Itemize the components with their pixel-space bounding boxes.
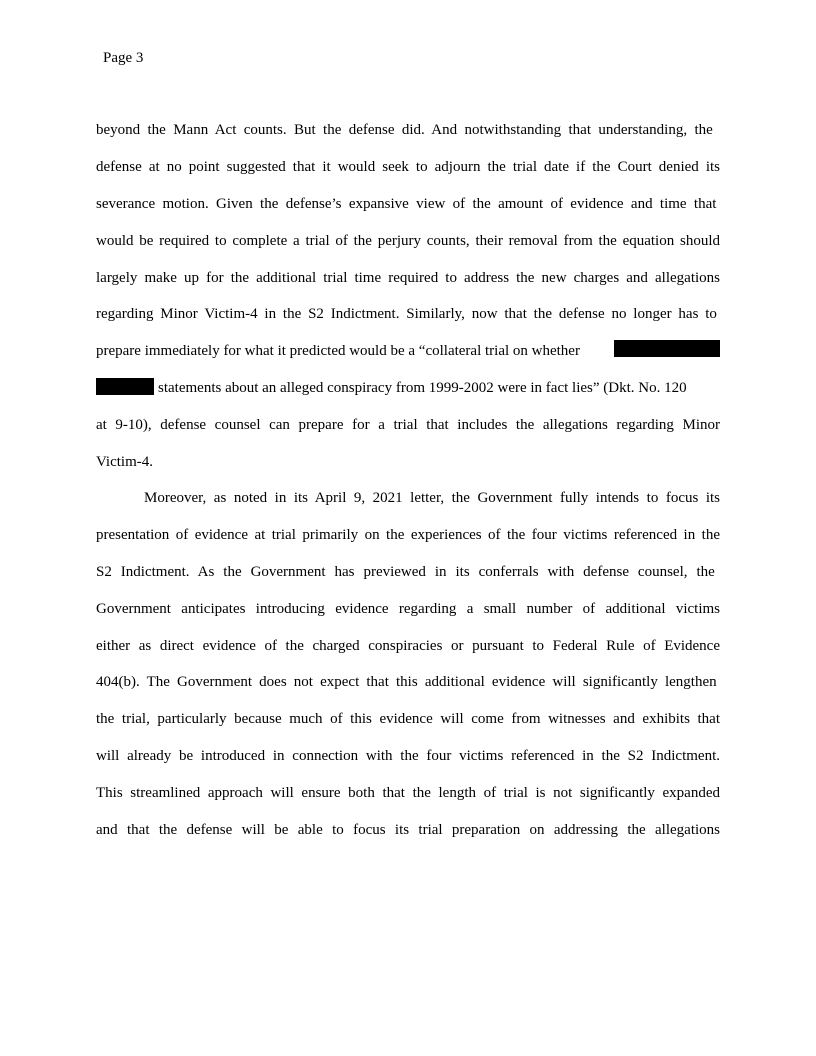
text-line: This streamlined approach will ensure both that the length of trial is not significantly expanded (96, 785, 720, 801)
text-line: beyond the Mann Act counts. But the defense did. And notwithstanding that understanding, the (96, 122, 713, 138)
page-number: Page 3 (103, 50, 144, 66)
text-line-with-redaction (96, 340, 720, 362)
text-line: 404(b). The Government does not expect that this additional evidence will significantly lengthen (96, 674, 717, 690)
text-line: and that the defense will be able to focus its trial preparation on addressing the allegations (96, 822, 720, 838)
text-line: Government anticipates introducing evidence regarding a small number of additional victims (96, 601, 720, 617)
text-line: S2 Indictment. As the Government has previewed in its conferrals with defense counsel, the (96, 564, 715, 580)
text-line: regarding Minor Victim-4 in the S2 Indictment. Similarly, now that the defense no longer has to (96, 306, 717, 322)
text-line-with-redaction (96, 377, 720, 399)
text-line: severance motion. Given the defense’s expansive view of the amount of evidence and time that (96, 196, 717, 212)
redaction-block (96, 378, 154, 395)
text-segment: prepare immediately for what it predicted would be a “collateral trial on whether (96, 343, 580, 359)
text-segment: statements about an alleged conspiracy from 1999-2002 were in fact lies” (Dkt. No. 120 (158, 380, 687, 396)
text-line: would be required to complete a trial of the perjury counts, their removal from the equation should (96, 233, 720, 249)
text-line: Moreover, as noted in its April 9, 2021 letter, the Government fully intends to focus its (144, 490, 720, 506)
text-line: defense at no point suggested that it would seek to adjourn the trial date if the Court denied its (96, 159, 720, 175)
redaction-block (614, 340, 720, 357)
text-line: either as direct evidence of the charged conspiracies or pursuant to Federal Rule of Evidence (96, 638, 720, 654)
text-line: presentation of evidence at trial primarily on the experiences of the four victims referenced in the (96, 527, 720, 543)
text-line: will already be introduced in connection with the four victims referenced in the S2 Indictment. (96, 748, 720, 764)
text-line: at 9-10), defense counsel can prepare for a trial that includes the allegations regarding Minor (96, 417, 720, 433)
text-line: the trial, particularly because much of this evidence will come from witnesses and exhibits that (96, 711, 720, 727)
text-line: largely make up for the additional trial time required to address the new charges and allegations (96, 270, 720, 286)
text-line: Victim-4. (96, 454, 154, 470)
